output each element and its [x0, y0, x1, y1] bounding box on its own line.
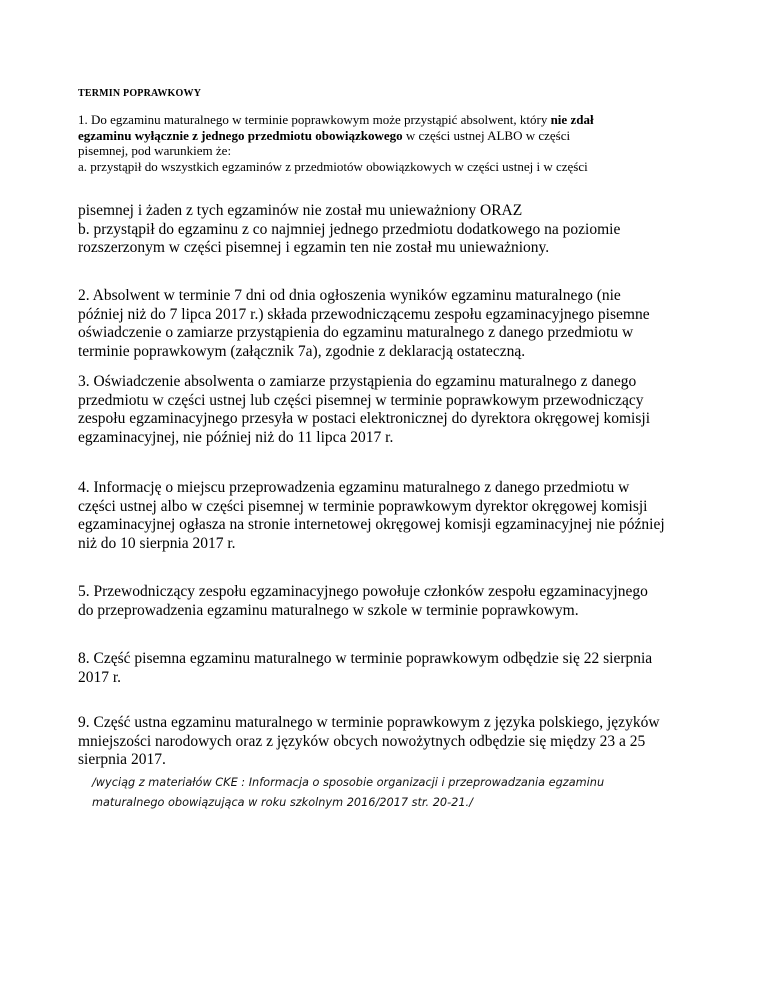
paragraph-3: [78, 373, 650, 447]
footnote-line: /wyciąg z materiałów CKE : Informacja o sposobie organizacji i przeprowadzania egzaminu: [92, 776, 605, 789]
paragraph-9: [78, 714, 660, 770]
paragraph-2: [78, 287, 650, 361]
paragraph-3-line: 3. Oświadczenie absolwenta o zamiarze przystąpienia do egzaminu maturalnego z danego: [78, 373, 637, 390]
paragraph-5: [78, 583, 648, 620]
paragraph-1b-line-3: rozszerzonym w części pisemnej i egzamin ten nie został mu unieważniony.: [78, 239, 550, 257]
paragraph-2-line: terminie poprawkowym (załącznik 7a), zgodnie z deklaracją ostateczną.: [78, 342, 526, 360]
paragraph-8-line: 8. Część pisemna egzaminu maturalnego w terminie poprawkowym odbędzie się 22 sierpnia: [78, 650, 653, 667]
paragraph-2-line: oświadczenie o zamiarze przystąpienia do egzaminu maturalnego z danego przedmiotu w: [78, 324, 634, 342]
paragraph-2-line: później niż do 7 lipca 2017 r.) składa przewodniczącemu zespołu egzaminacyjnego pisemne: [78, 305, 650, 323]
paragraph-4-line: niż do 10 sierpnia 2017 r.: [78, 534, 236, 552]
paragraph-4-line: 4. Informację o miejscu przeprowadzenia egzaminu maturalnego z danego przedmiotu w: [78, 479, 630, 496]
paragraph-1-line-4: a. przystąpił do wszystkich egzaminów z przedmiotów obowiązkowych w części ustnej i w części: [78, 158, 588, 174]
footnote-line: maturalnego obowiązująca w roku szkolnym 2016/2017 str. 20-21./: [92, 796, 473, 809]
document-title: TERMIN POPRAWKOWY: [78, 88, 202, 99]
paragraph-3-line: przedmiotu w części ustnej lub części pisemnej w terminie poprawkowym przewodniczący: [78, 391, 644, 409]
paragraph-1-line-2: egzaminu wyłącznie z jednego przedmiotu obowiązkowego w części ustnej ALBO w części: [78, 127, 571, 143]
paragraph-1b-line-1: pisemnej i żaden z tych egzaminów nie został mu unieważniony ORAZ: [78, 202, 523, 219]
paragraph-4-line: egzaminacyjnej ogłasza na stronie internetowej okręgowej komisji egzaminacyjnej nie później: [78, 516, 665, 534]
paragraph-4: [78, 479, 665, 553]
paragraph-3-line: egzaminacyjnej, nie później niż do 11 lipca 2017 r.: [78, 428, 394, 446]
paragraph-1: [78, 112, 594, 174]
paragraph-1-line-3: pisemnej, pod warunkiem że:: [78, 143, 232, 158]
paragraph-5-line: 5. Przewodniczący zespołu egzaminacyjnego powołuje członków zespołu egzaminacyjnego: [78, 583, 648, 600]
paragraph-8-line: 2017 r.: [78, 668, 122, 686]
paragraph-1b-line-2: b. przystąpił do egzaminu z co najmniej jednego przedmiotu dodatkowego na poziomie: [78, 220, 621, 238]
paragraph-9-line: 9. Część ustna egzaminu maturalnego w terminie poprawkowym z języka polskiego, języków: [78, 714, 660, 731]
paragraph-5-line: do przeprowadzenia egzaminu maturalnego w szkole w terminie poprawkowym.: [78, 601, 579, 619]
source-footnote: [92, 773, 604, 813]
paragraph-3-line: zespołu egzaminacyjnego przesyła w postaci elektronicznej do dyrektora okręgowej komisji: [78, 410, 651, 428]
paragraph-1-line-1: 1. Do egzaminu maturalnego w terminie poprawkowym może przystąpić absolwent, który nie zdał: [78, 112, 594, 127]
paragraph-8: [78, 650, 652, 687]
paragraph-9-line: sierpnia 2017.: [78, 751, 166, 769]
paragraph-4-line: części ustnej albo w części pisemnej w terminie poprawkowym dyrektor okręgowej komisji: [78, 497, 648, 515]
paragraph-9-line: mniejszości narodowych oraz z języków obcych nowożytnych odbędzie się między 23 a 25: [78, 732, 646, 750]
paragraph-1-continued: [78, 202, 620, 258]
paragraph-2-line: 2. Absolwent w terminie 7 dni od dnia ogłoszenia wyników egzaminu maturalnego (nie: [78, 287, 621, 304]
